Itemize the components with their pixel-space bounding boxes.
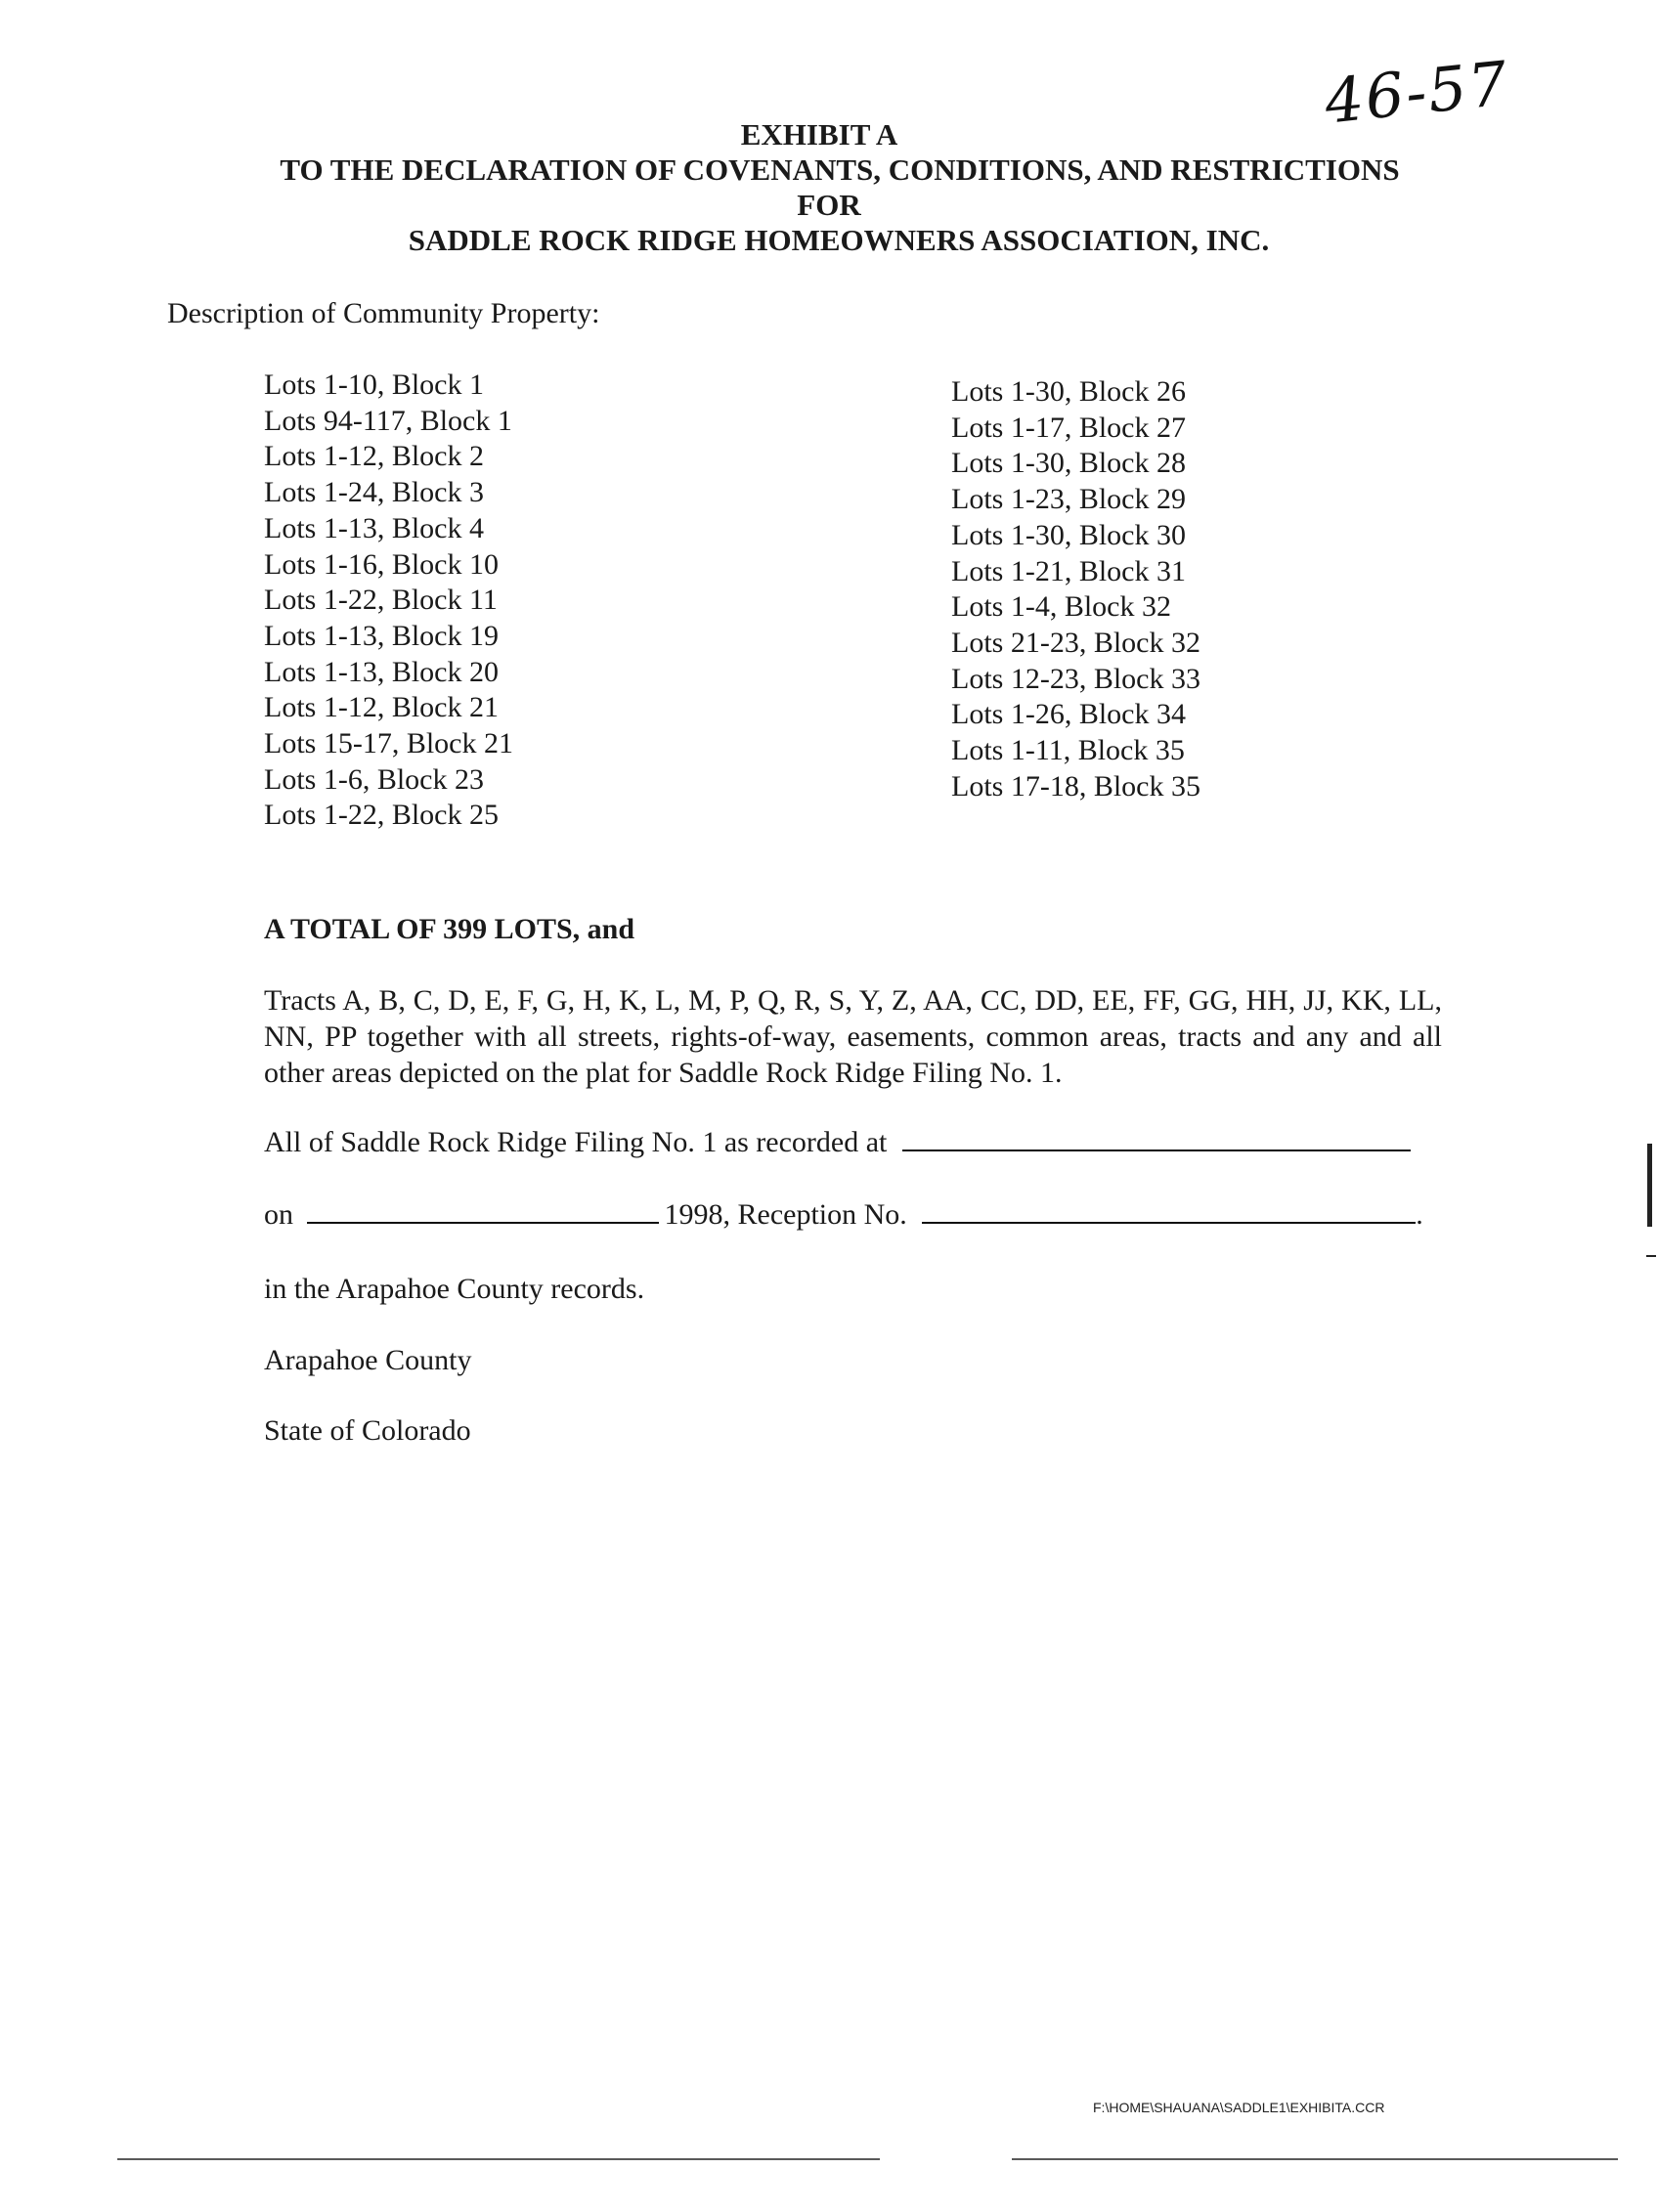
lot-entry: Lots 1-17, Block 27 — [951, 411, 1186, 444]
lot-entry: Lots 1-26, Block 34 — [951, 698, 1186, 731]
lot-entry: Lots 1-13, Block 20 — [264, 655, 499, 688]
scan-edge-mark — [1647, 1144, 1652, 1227]
lot-entry: Lots 94-117, Block 1 — [264, 404, 512, 437]
lot-entry: Lots 1-24, Block 3 — [264, 476, 484, 509]
community-property-label: Description of Community Property: — [167, 297, 600, 329]
lot-entry: Lots 1-22, Block 11 — [264, 584, 498, 617]
lot-entry: Lots 1-21, Block 31 — [951, 554, 1186, 587]
declaration-title: TO THE DECLARATION OF COVENANTS, CONDITIONS, AND RESTRICTIONS — [280, 152, 1400, 187]
lots-list-left — [264, 368, 513, 834]
end-period: . — [1416, 1198, 1423, 1231]
lot-entry: Lots 17-18, Block 35 — [951, 769, 1200, 802]
reception-number-blank — [922, 1200, 1416, 1224]
lot-entry: Lots 1-30, Block 30 — [951, 518, 1186, 551]
date-blank — [307, 1200, 659, 1224]
reception-line — [264, 1198, 1423, 1232]
file-path-footer: F:\HOME\SHAUANA\SADDLE1\EXHIBITA.CCR — [1093, 2100, 1385, 2115]
recorded-at-blank — [902, 1128, 1411, 1151]
county-line: Arapahoe County — [264, 1344, 472, 1376]
for-label: FOR — [797, 188, 861, 222]
scan-edge-tick — [1646, 1255, 1656, 1257]
lot-entry: Lots 1-12, Block 2 — [264, 440, 484, 473]
recorded-at-line — [264, 1126, 1411, 1159]
year-reception-text: 1998, Reception No. — [664, 1198, 907, 1231]
scan-bottom-line-left — [117, 2158, 880, 2160]
exhibit-title: EXHIBIT A — [740, 117, 898, 152]
lots-list-right — [951, 374, 1200, 804]
lot-entry: Lots 1-6, Block 23 — [264, 762, 484, 796]
county-records-line: in the Arapahoe County records. — [264, 1273, 645, 1305]
lot-entry: Lots 21-23, Block 32 — [951, 626, 1200, 659]
lot-entry: Lots 1-30, Block 26 — [951, 375, 1186, 408]
lot-entry: Lots 1-23, Block 29 — [951, 483, 1186, 516]
association-name: SADDLE ROCK RIDGE HOMEOWNERS ASSOCIATION, INC. — [408, 223, 1270, 257]
lot-entry: Lots 15-17, Block 21 — [264, 727, 513, 760]
lot-entry: Lots 1-10, Block 1 — [264, 369, 484, 401]
tracts-paragraph: Tracts A, B, C, D, E, F, G, H, K, L, M, P, Q, R, S, Y, Z, AA, CC, DD, EE, FF, GG, HH, JJ, KK, LL, NN, PP together with all streets, rights-of-way, easements, common areas, tracts and any and all other areas depicted on the plat for Saddle Rock Ridge Filing No. 1. — [264, 984, 1442, 1089]
lot-entry: Lots 1-30, Block 28 — [951, 447, 1186, 480]
state-line: State of Colorado — [264, 1414, 471, 1447]
document-header — [0, 117, 1658, 258]
scan-bottom-line-right — [1012, 2158, 1618, 2160]
recorded-at-text: All of Saddle Rock Ridge Filing No. 1 as recorded at — [264, 1126, 888, 1158]
lot-entry: Lots 1-16, Block 10 — [264, 547, 499, 581]
lot-entry: Lots 12-23, Block 33 — [951, 662, 1200, 695]
lot-entry: Lots 1-12, Block 21 — [264, 691, 499, 724]
lot-entry: Lots 1-22, Block 25 — [264, 799, 499, 832]
lot-entry: Lots 1-11, Block 35 — [951, 734, 1185, 767]
lot-entry: Lots 1-13, Block 19 — [264, 619, 499, 652]
lot-entry: Lots 1-4, Block 32 — [951, 590, 1171, 624]
lot-entry: Lots 1-13, Block 4 — [264, 511, 484, 544]
handwritten-page-note: 46-57 — [1321, 47, 1513, 138]
lots-total: A TOTAL OF 399 LOTS, and — [264, 913, 635, 945]
on-label: on — [264, 1198, 293, 1231]
